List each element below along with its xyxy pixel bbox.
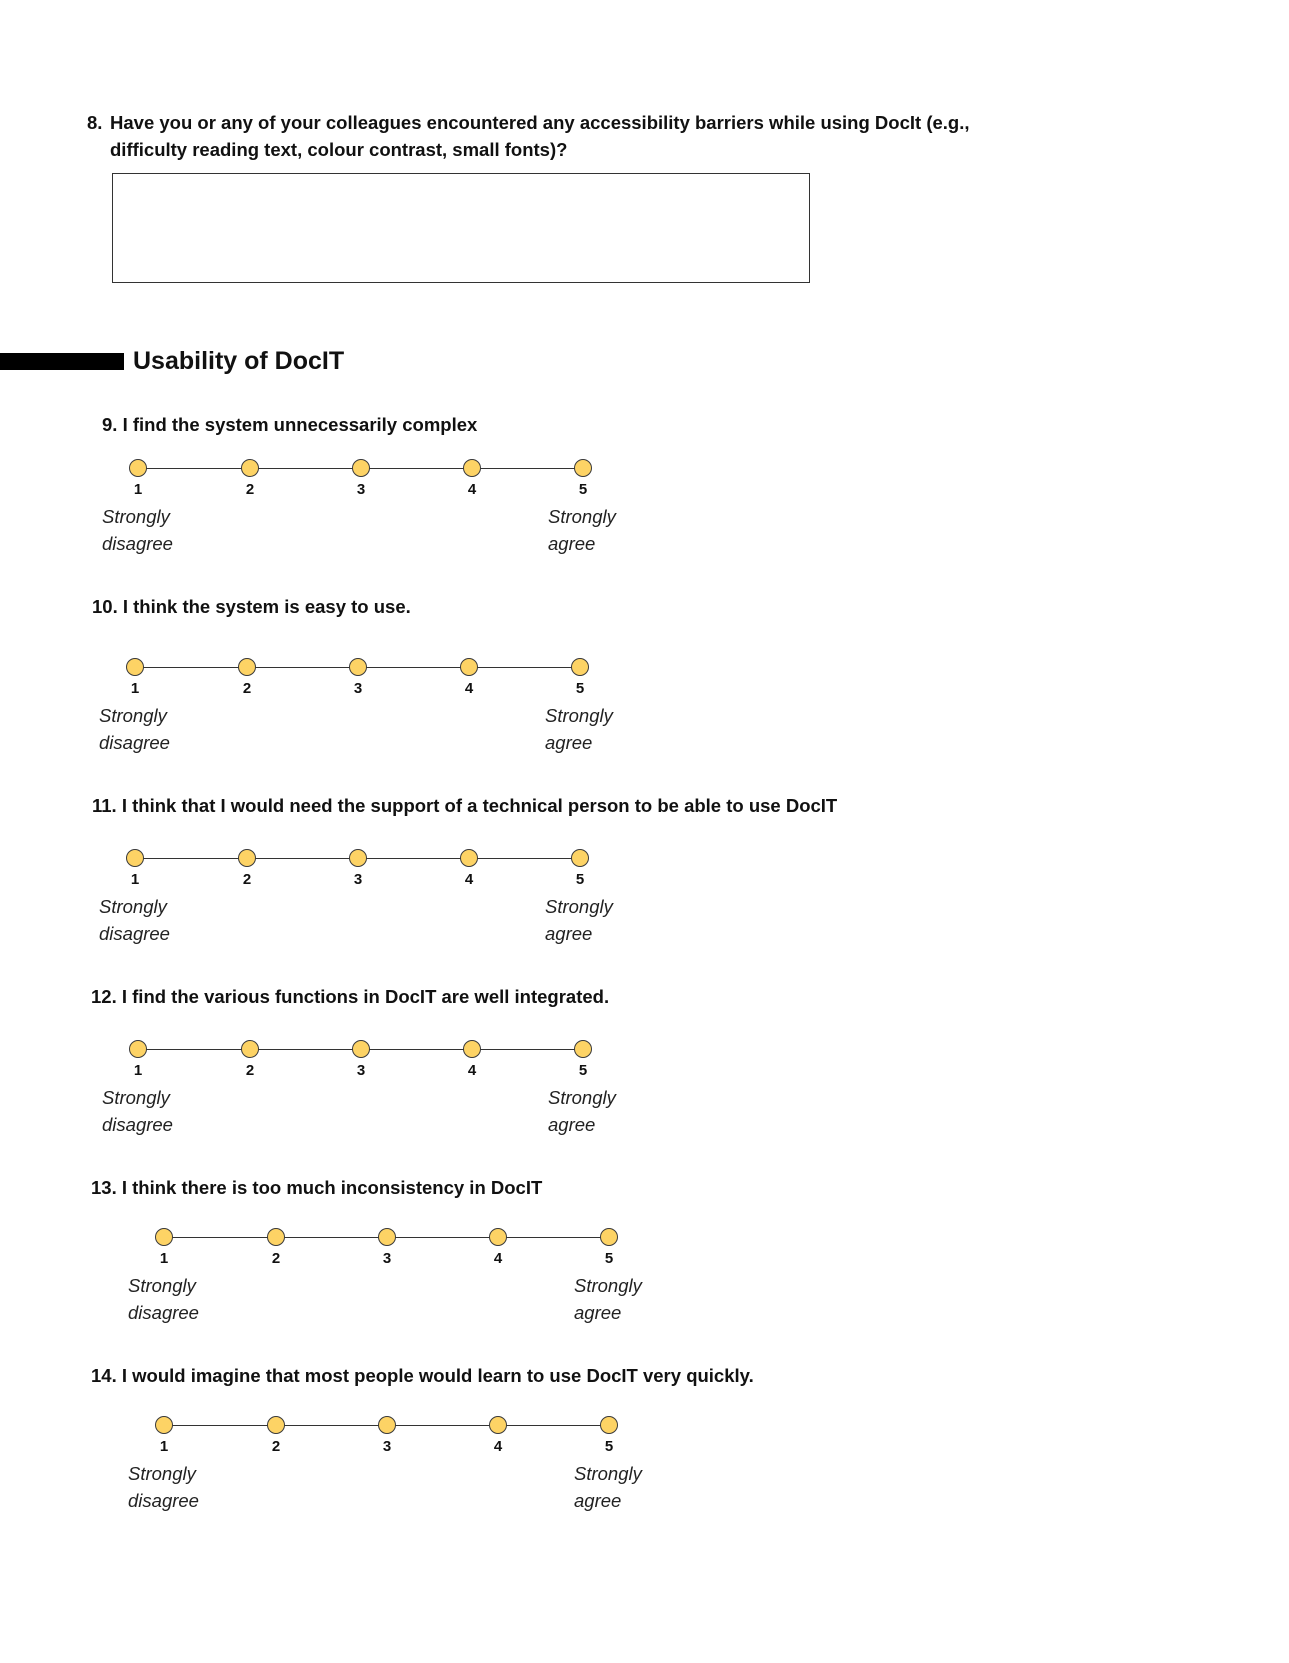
question-12-text: 12. I find the various functions in DocIT are well integrated.	[91, 986, 610, 1007]
scale-option-1-radio[interactable]	[129, 1040, 147, 1058]
scale-high-anchor	[545, 893, 613, 947]
question-11-scale	[99, 847, 613, 962]
scale-low-anchor-line2: disagree	[102, 533, 173, 554]
scale-option-2-radio[interactable]	[238, 849, 256, 867]
scale-option-1-radio[interactable]	[129, 459, 147, 477]
scale-high-anchor	[548, 503, 616, 557]
scale-option-5-label: 5	[575, 871, 585, 888]
scale-option-2-label: 2	[271, 1250, 281, 1267]
question-10-scale	[99, 656, 613, 771]
scale-high-anchor-line2: agree	[545, 732, 593, 753]
scale-option-2-radio[interactable]	[267, 1416, 285, 1434]
scale-low-anchor-line2: disagree	[128, 1302, 199, 1323]
scale-high-anchor	[545, 702, 613, 756]
scale-option-3-radio[interactable]	[352, 459, 370, 477]
scale-option-1-label: 1	[133, 1062, 143, 1079]
scale-option-4-radio[interactable]	[460, 849, 478, 867]
question-14-scale	[128, 1414, 642, 1529]
scale-high-anchor-line1: Strongly	[574, 1463, 642, 1484]
scale-high-anchor-line2: agree	[574, 1302, 622, 1323]
scale-option-3-radio[interactable]	[349, 658, 367, 676]
scale-option-5-label: 5	[604, 1438, 614, 1455]
scale-option-5-radio[interactable]	[574, 1040, 592, 1058]
scale-option-4-radio[interactable]	[489, 1416, 507, 1434]
scale-option-3-label: 3	[382, 1250, 392, 1267]
scale-option-5-label: 5	[578, 1062, 588, 1079]
scale-option-4-radio[interactable]	[460, 658, 478, 676]
scale-option-3-radio[interactable]	[378, 1228, 396, 1246]
scale-option-5-label: 5	[578, 481, 588, 498]
scale-option-2-radio[interactable]	[241, 1040, 259, 1058]
scale-option-2-radio[interactable]	[241, 459, 259, 477]
question-14-text: 14. I would imagine that most people would learn to use DocIT very quickly.	[91, 1365, 754, 1386]
scale-option-4-label: 4	[467, 481, 477, 498]
scale-option-3-label: 3	[382, 1438, 392, 1455]
scale-option-3-label: 3	[353, 871, 363, 888]
scale-option-2-radio[interactable]	[267, 1228, 285, 1246]
scale-low-anchor-line1: Strongly	[102, 506, 170, 527]
scale-high-anchor-line1: Strongly	[545, 705, 613, 726]
scale-option-1-radio[interactable]	[126, 849, 144, 867]
scale-high-anchor-line1: Strongly	[545, 896, 613, 917]
scale-low-anchor-line2: disagree	[128, 1490, 199, 1511]
scale-high-anchor-line2: agree	[545, 923, 593, 944]
scale-option-2-label: 2	[271, 1438, 281, 1455]
scale-option-1-label: 1	[130, 680, 140, 697]
scale-low-anchor	[99, 893, 170, 947]
scale-low-anchor-line1: Strongly	[128, 1275, 196, 1296]
scale-option-2-radio[interactable]	[238, 658, 256, 676]
scale-option-4-label: 4	[493, 1250, 503, 1267]
scale-option-5-radio[interactable]	[600, 1416, 618, 1434]
scale-low-anchor-line1: Strongly	[128, 1463, 196, 1484]
scale-high-anchor-line1: Strongly	[548, 506, 616, 527]
scale-low-anchor-line2: disagree	[99, 923, 170, 944]
scale-option-1-radio[interactable]	[126, 658, 144, 676]
section-title: Usability of DocIT	[133, 347, 345, 375]
question-8-text-line1: Have you or any of your colleagues encountered any accessibility barriers while using DocIt (e.g.,	[110, 112, 970, 133]
question-8-answer-box[interactable]	[112, 173, 810, 283]
scale-option-1-radio[interactable]	[155, 1416, 173, 1434]
scale-option-1-label: 1	[130, 871, 140, 888]
scale-option-2-label: 2	[242, 871, 252, 888]
scale-option-3-label: 3	[356, 1062, 366, 1079]
scale-low-anchor-line1: Strongly	[99, 705, 167, 726]
section-marker-bar	[0, 353, 124, 370]
scale-option-5-radio[interactable]	[574, 459, 592, 477]
scale-option-4-label: 4	[464, 680, 474, 697]
scale-high-anchor	[548, 1084, 616, 1138]
scale-option-1-label: 1	[159, 1438, 169, 1455]
scale-high-anchor-line2: agree	[548, 533, 596, 554]
scale-option-1-label: 1	[159, 1250, 169, 1267]
question-10-text: 10. I think the system is easy to use.	[92, 596, 411, 617]
question-8-number: 8.	[87, 112, 103, 133]
scale-option-3-radio[interactable]	[349, 849, 367, 867]
scale-option-4-radio[interactable]	[489, 1228, 507, 1246]
scale-option-5-radio[interactable]	[600, 1228, 618, 1246]
scale-option-3-radio[interactable]	[352, 1040, 370, 1058]
scale-option-4-label: 4	[467, 1062, 477, 1079]
scale-low-anchor	[102, 503, 173, 557]
scale-option-5-label: 5	[604, 1250, 614, 1267]
scale-low-anchor	[128, 1272, 199, 1326]
scale-low-anchor	[102, 1084, 173, 1138]
scale-high-anchor-line1: Strongly	[574, 1275, 642, 1296]
scale-high-anchor-line1: Strongly	[548, 1087, 616, 1108]
scale-option-4-label: 4	[464, 871, 474, 888]
question-9-text: 9. I find the system unnecessarily complex	[102, 414, 478, 435]
question-13-text: 13. I think there is too much inconsistency in DocIT	[91, 1177, 543, 1198]
scale-option-3-label: 3	[353, 680, 363, 697]
scale-option-5-radio[interactable]	[571, 849, 589, 867]
scale-option-2-label: 2	[245, 481, 255, 498]
scale-option-1-label: 1	[133, 481, 143, 498]
question-8	[87, 109, 1037, 163]
question-11-text: 11. I think that I would need the support of a technical person to be able to use DocIT	[92, 795, 838, 816]
question-13-scale	[128, 1226, 642, 1341]
question-12-scale	[102, 1038, 616, 1153]
scale-option-2-label: 2	[242, 680, 252, 697]
scale-option-3-radio[interactable]	[378, 1416, 396, 1434]
scale-option-5-radio[interactable]	[571, 658, 589, 676]
scale-option-4-radio[interactable]	[463, 459, 481, 477]
scale-low-anchor-line1: Strongly	[99, 896, 167, 917]
scale-low-anchor-line1: Strongly	[102, 1087, 170, 1108]
scale-high-anchor-line2: agree	[574, 1490, 622, 1511]
scale-option-4-radio[interactable]	[463, 1040, 481, 1058]
scale-option-4-label: 4	[493, 1438, 503, 1455]
scale-option-1-radio[interactable]	[155, 1228, 173, 1246]
scale-low-anchor	[128, 1460, 199, 1514]
scale-high-anchor-line2: agree	[548, 1114, 596, 1135]
scale-option-5-label: 5	[575, 680, 585, 697]
scale-high-anchor	[574, 1460, 642, 1514]
scale-low-anchor	[99, 702, 170, 756]
question-9-scale	[102, 457, 616, 572]
question-8-text-line2: difficulty reading text, colour contrast, small fonts)?	[110, 139, 568, 160]
scale-option-3-label: 3	[356, 481, 366, 498]
scale-high-anchor	[574, 1272, 642, 1326]
scale-option-2-label: 2	[245, 1062, 255, 1079]
scale-low-anchor-line2: disagree	[99, 732, 170, 753]
scale-low-anchor-line2: disagree	[102, 1114, 173, 1135]
